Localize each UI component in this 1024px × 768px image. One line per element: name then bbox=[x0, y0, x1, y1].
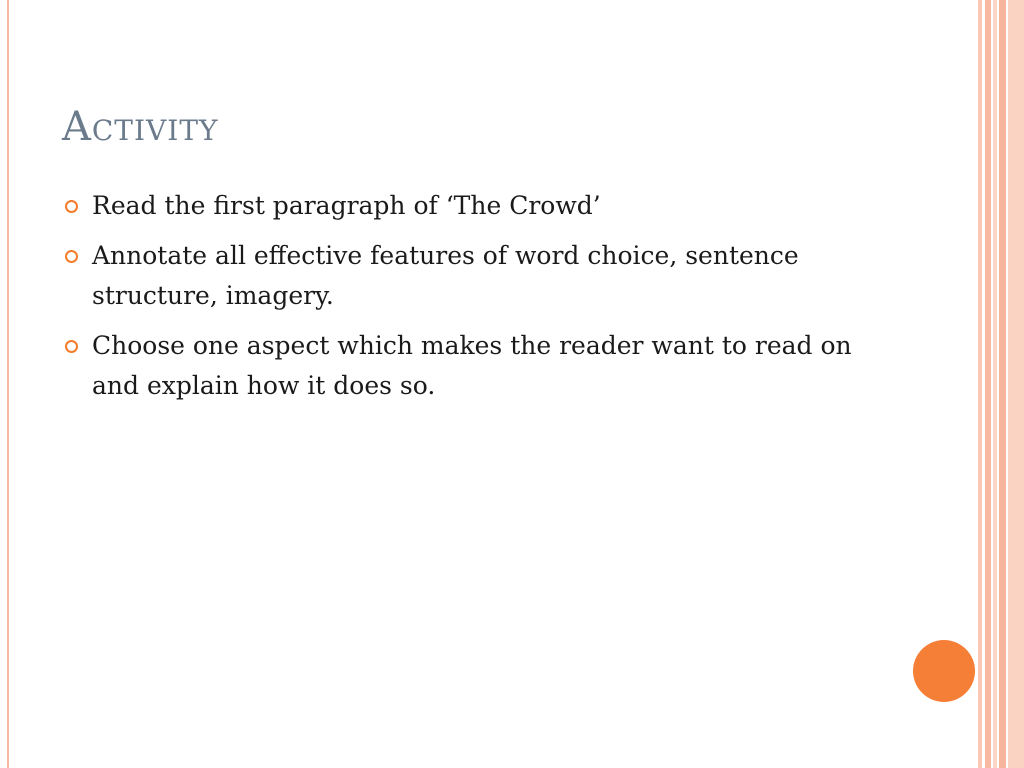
circle-bullet-icon bbox=[65, 340, 78, 353]
slide-title: Activity bbox=[62, 104, 219, 150]
bullet-list bbox=[62, 186, 882, 416]
bullet-item bbox=[62, 186, 882, 226]
right-border-stripe bbox=[993, 0, 997, 768]
bullet-text: Annotate all effective features of word choice, sentence structure, imagery. bbox=[92, 241, 799, 310]
right-border-stripe bbox=[985, 0, 991, 768]
right-border-stripe bbox=[978, 0, 982, 768]
left-border-line bbox=[7, 0, 9, 768]
orange-circle-decoration bbox=[913, 640, 975, 702]
circle-bullet-icon bbox=[65, 200, 78, 213]
bullet-text: Choose one aspect which makes the reader want to read on and explain how it does so. bbox=[92, 331, 852, 400]
bullet-item bbox=[62, 236, 882, 316]
bullet-item bbox=[62, 326, 882, 406]
circle-bullet-icon bbox=[65, 250, 78, 263]
right-border-stripe bbox=[1008, 0, 1024, 768]
bullet-text: Read the first paragraph of ‘The Crowd’ bbox=[92, 191, 601, 220]
right-border-stripe bbox=[999, 0, 1006, 768]
